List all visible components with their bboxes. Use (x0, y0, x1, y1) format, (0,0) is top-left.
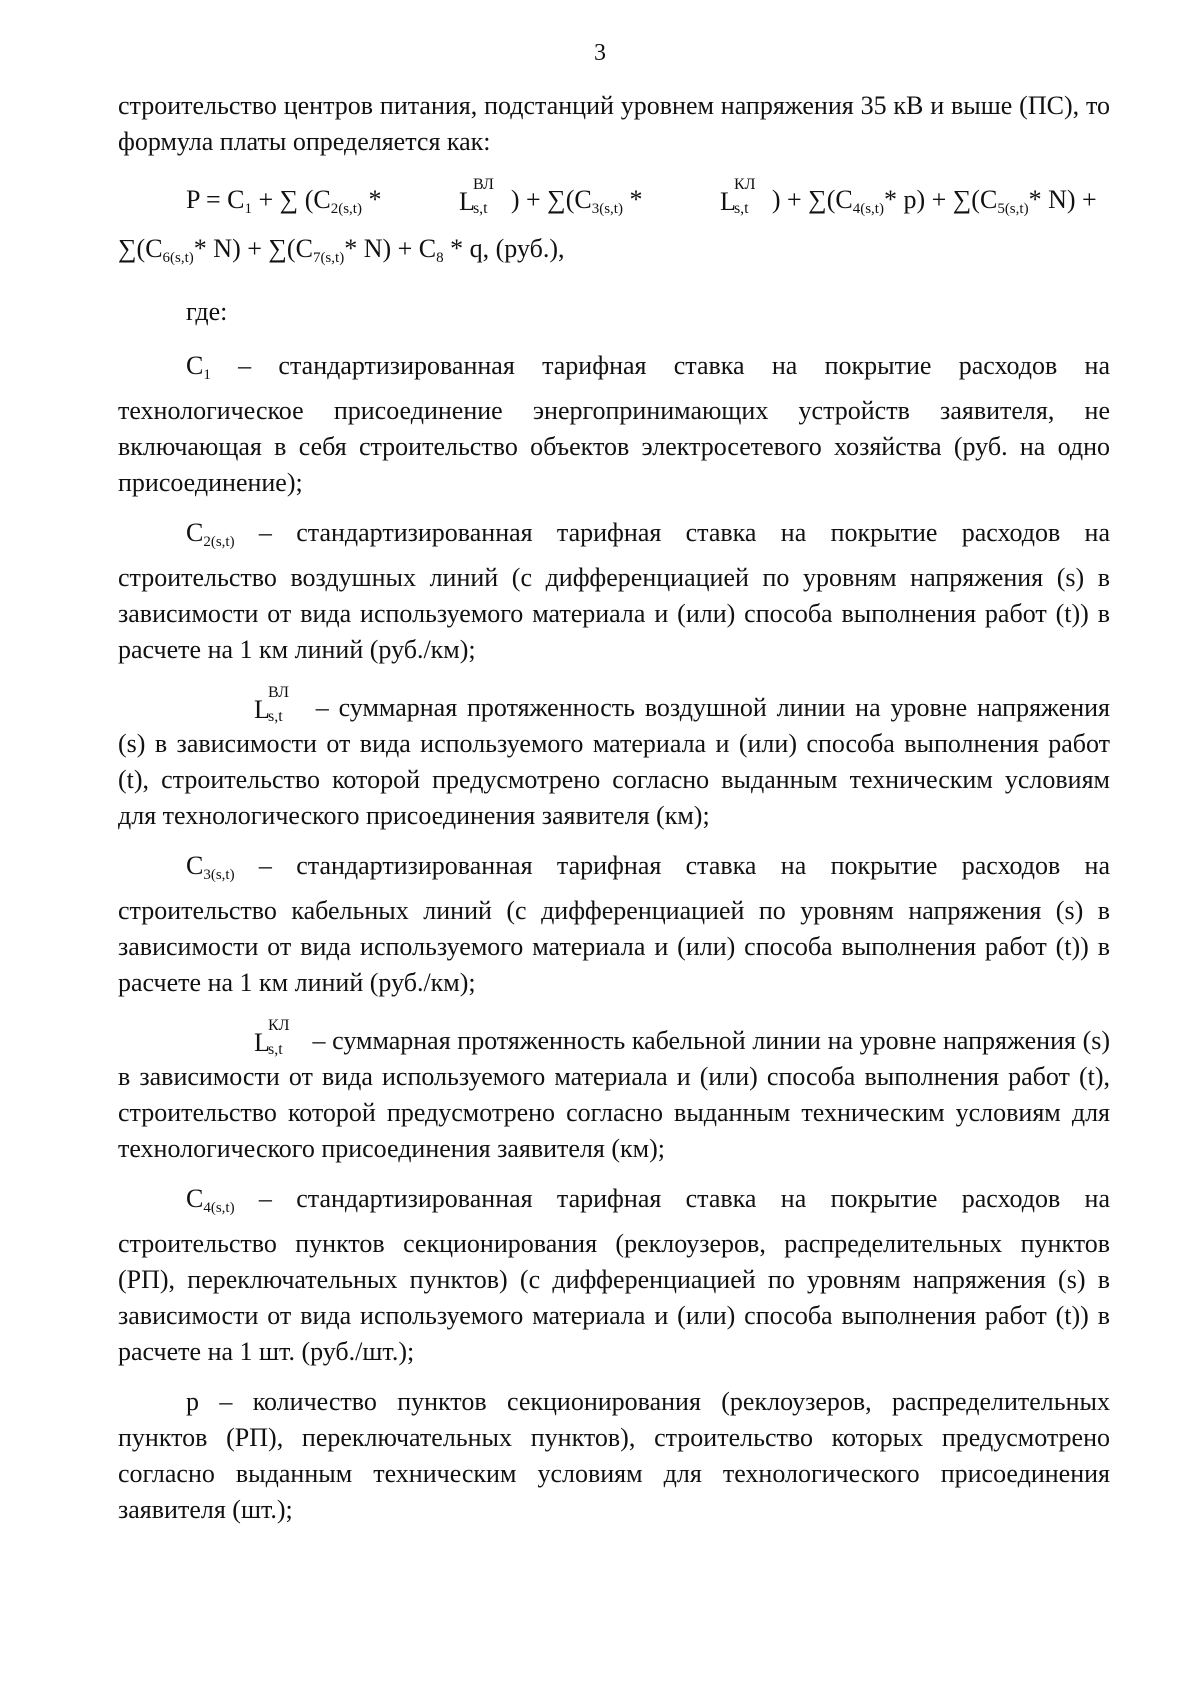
definition-l-kl: L КЛ s,t – суммарная протяженность кабельной линии на уровне напряжения (s) в зависимости от вида используемого материала и (или) способа выполнения работ (t), строительство которой предусмотрено согласно выданным техническим условиям для технологического присоединения заявителя (км); (118, 1017, 1110, 1163)
fee-formula-continued: ∑(C6(s,t)* N) + ∑(C7(s,t)* N) + C8 * q, (руб.), (118, 234, 565, 266)
l-kl-symbol: L КЛ s,t (719, 176, 756, 217)
l-kl-def-symbol: L КЛ s,t (254, 1017, 290, 1058)
l-vl-def-symbol: L ВЛ s,t (254, 684, 289, 725)
definition-c2: C2(s,t) – стандартизированная тарифная ставка на покрытие расходов на строительство воздушных линий (с дифференциацией по уровням напряжения (s) в зависимости от вида используемого материала и (или) способа выполнения работ (t)) в расчете на 1 км линий (руб./км); (118, 518, 1110, 664)
definition-c4: C4(s,t) – стандартизированная тарифная ставка на покрытие расходов на строительство пунктов секционирования (реклоузеров, распределительных пунктов (РП), переключательных пунктов) (с дифференциацией по уровням напряжения (s) в зависимости от вида используемого материала и (или) способа выполнения работ (t)) в расчете на 1 шт. (руб./шт.); (118, 1184, 1110, 1366)
intro-paragraph: строительство центров питания, подстанций уровнем напряжения 35 кВ и выше (ПС), то формула платы определяется как: (118, 91, 1110, 156)
page-number: 3 (594, 40, 606, 66)
l-vl-symbol: L ВЛ s,t (458, 176, 494, 217)
fee-formula: P = C1 + ∑ (C2(s,t) * L ВЛ s,t ) + ∑(C3(s,t) * L КЛ s,t ) + ∑(C4(s,t)* p) + ∑(C5(s,t)* N) + (186, 176, 1097, 217)
definition-c1: C1 – стандартизированная тарифная ставка на покрытие расходов на технологическое присоединение энергопринимающих устройств заявителя, не включающая в себя строительство объектов электросетевого хозяйства (руб. на одно присоединение); (118, 351, 1110, 497)
definition-p: p – количество пунктов секционирования (реклоузеров, распределительных пунктов (РП), переключательных пунктов), строительство которых предусмотрено согласно выданным техническим условиям для технологического присоединения заявителя (шт.); (118, 1387, 1110, 1524)
document-body (118, 88, 1110, 1528)
definition-l-vl: L ВЛ s,t – суммарная протяженность воздушной линии на уровне напряжения (s) в зависимости от вида используемого материала и (или) способа выполнения работ (t), строительство которой предусмотрено согласно выданным техническим условиям для технологического присоединения заявителя (км); (118, 684, 1110, 830)
where-label: где: (186, 297, 228, 326)
definition-c3: C3(s,t) – стандартизированная тарифная ставка на покрытие расходов на строительство кабельных линий (с дифференциацией по уровням напряжения (s) в зависимости от вида используемого материала и (или) способа выполнения работ (t)) в расчете на 1 км линий (руб./км); (118, 851, 1110, 997)
